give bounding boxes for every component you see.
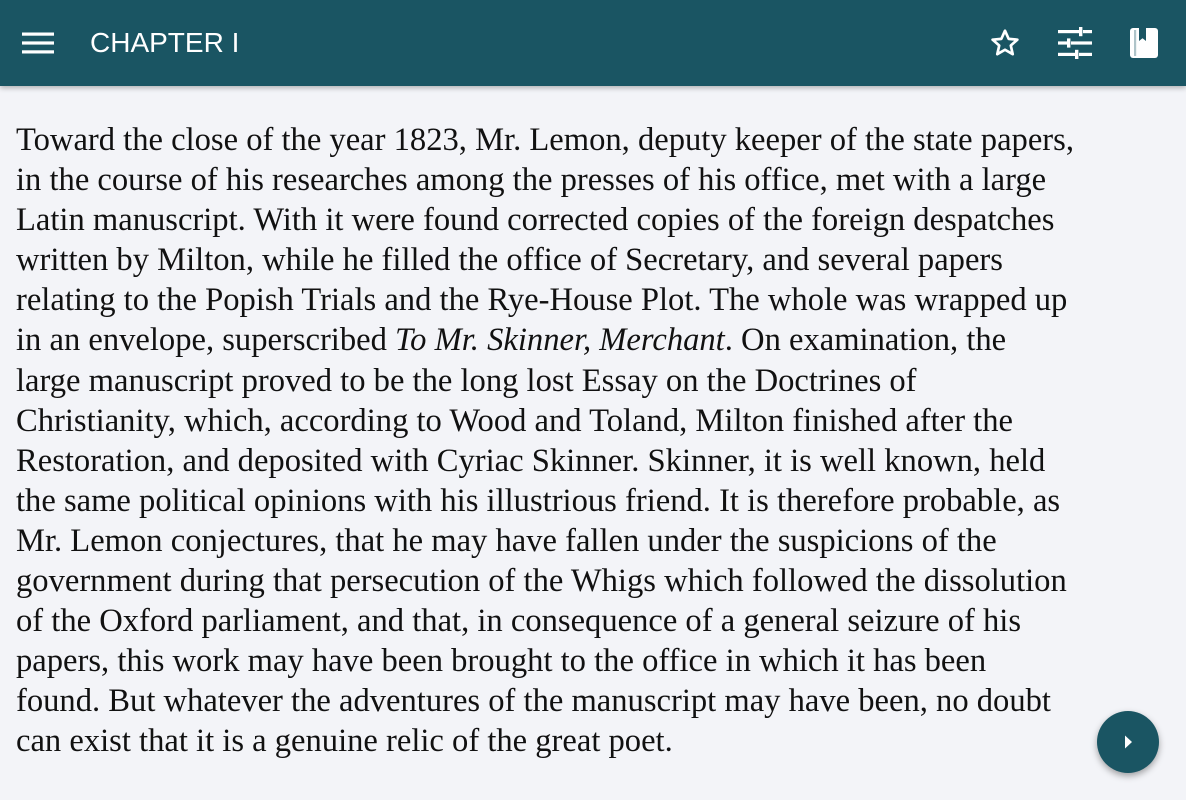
tune-sliders-icon — [1058, 27, 1092, 59]
next-page-button[interactable] — [1097, 711, 1159, 773]
text-segment: Latin manuscript. With it were found corrected copies of the foreign despatches — [16, 202, 1055, 239]
text-line — [16, 641, 1176, 681]
text-segment: relating to the Popish Trials and the Rye-House Plot. The whole was wrapped up — [16, 282, 1068, 319]
text-line — [16, 361, 1176, 401]
text-segment: large manuscript proved to be the long lost Essay on the Doctrines of — [16, 362, 917, 399]
text-segment: in an envelope, superscribed — [16, 322, 396, 359]
contents-button[interactable] — [1122, 21, 1166, 65]
text-segment: the same political opinions with his illustrious friend. It is therefore probable, as — [16, 482, 1061, 519]
text-line — [16, 120, 1176, 160]
text-line — [16, 160, 1176, 200]
text-segment: government during that persecution of the Whigs which followed the dissolution — [16, 563, 1067, 600]
text-segment: Toward the close of the year 1823, Mr. Lemon, deputy keeper of the state papers, — [16, 122, 1074, 158]
text-line — [16, 601, 1176, 641]
text-line — [16, 441, 1176, 481]
text-line — [16, 320, 1176, 360]
text-segment: can exist that it is a genuine relic of the great poet. — [16, 723, 673, 760]
text-segment: in the course of his researches among the presses of his office, met with a large — [16, 162, 1047, 199]
text-line — [16, 401, 1176, 441]
text-segment: written by Milton, while he filled the office of Secretary, and several papers — [16, 242, 1003, 279]
star-outline-icon — [989, 27, 1021, 59]
text-line — [16, 200, 1176, 240]
menu-button[interactable] — [16, 21, 60, 65]
text-segment: Restoration, and deposited with Cyriac Skinner. Skinner, it is well known, held — [16, 442, 1046, 479]
chevron-right-icon — [1118, 732, 1138, 752]
text-segment: Christianity, which, according to Wood and Toland, Milton finished after the — [16, 402, 1013, 439]
text-line — [16, 721, 1176, 761]
text-line — [16, 481, 1176, 521]
reading-pane[interactable] — [0, 86, 1186, 800]
text-line — [16, 521, 1176, 561]
menu-icon — [22, 31, 54, 55]
bookmark-button[interactable] — [983, 21, 1027, 65]
settings-button[interactable] — [1053, 21, 1097, 65]
app-bar — [0, 0, 1186, 86]
book-icon — [1129, 27, 1159, 59]
text-segment: . On examination, the — [724, 322, 1007, 359]
text-line — [16, 681, 1176, 721]
text-line — [16, 240, 1176, 280]
text-line — [16, 280, 1176, 320]
text-segment: Mr. Lemon conjectures, that he may have fallen under the suspicions of the — [16, 522, 997, 559]
italic-title: To Mr. Skinner, Merchant — [395, 322, 725, 359]
text-segment: found. But whatever the adventures of the manuscript may have been, no doubt — [16, 683, 1051, 720]
chapter-text — [16, 120, 1176, 762]
text-line — [16, 561, 1176, 601]
text-segment: of the Oxford parliament, and that, in consequence of a general seizure of his — [16, 603, 1022, 640]
text-segment: papers, this work may have been brought to the office in which it has been — [16, 643, 987, 680]
chapter-title: CHAPTER I — [90, 27, 240, 58]
